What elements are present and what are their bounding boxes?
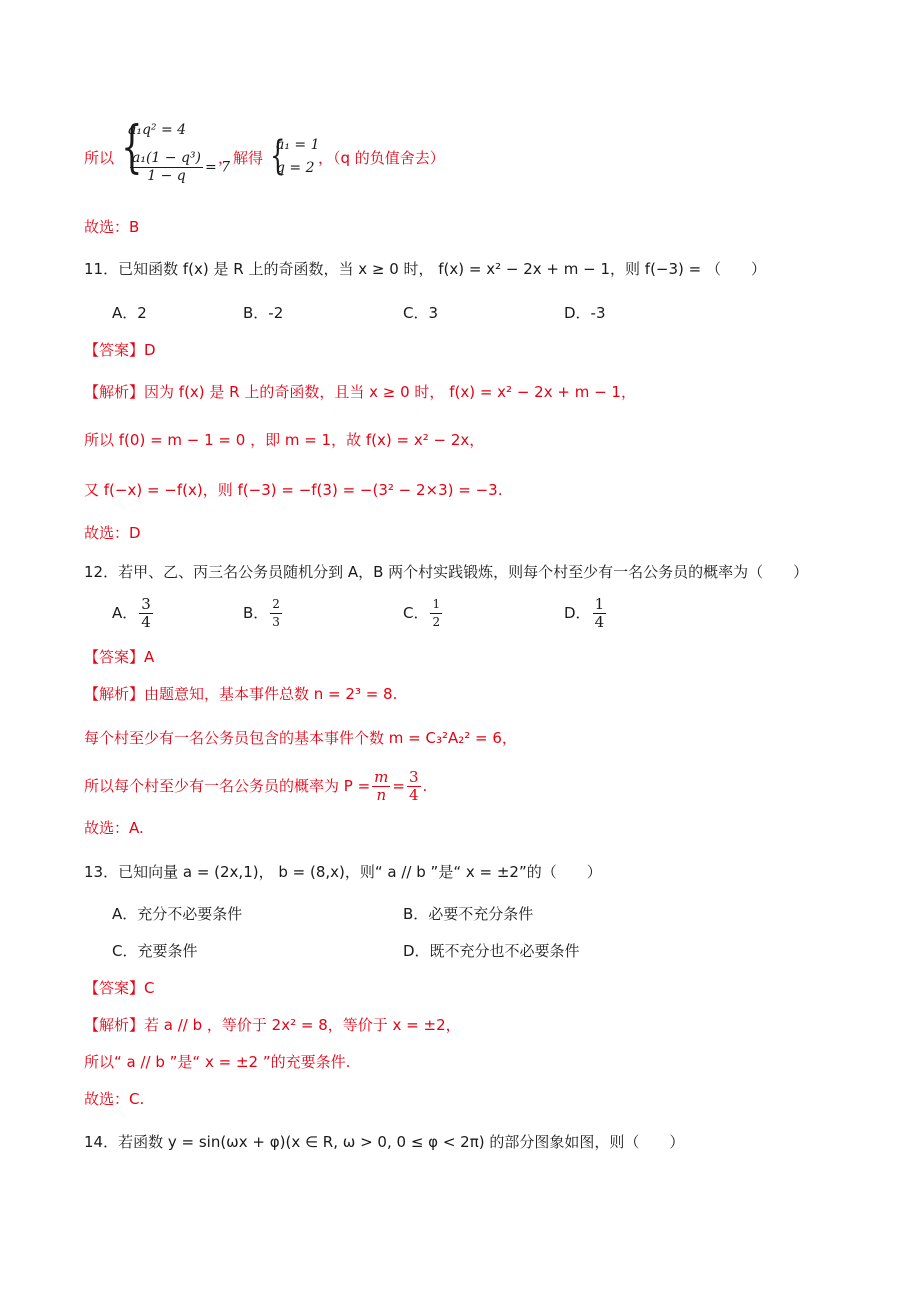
q12-option-c-denominator: 2 [432, 615, 441, 629]
q10-system2-line1: a₁ = 1 [276, 137, 320, 153]
q10-conclusion: 故选：B [84, 218, 140, 236]
q12-option-a-denominator: 4 [141, 613, 151, 631]
q12-answer-label: 【答案】 [84, 648, 145, 666]
q10-note: ，（q 的负值舍去） [318, 149, 445, 167]
q12-answer [84, 646, 154, 668]
q13-option-c: C．充要条件 [112, 942, 198, 960]
q11-question [84, 258, 766, 280]
q12-analysis-label: 【解析】 [84, 685, 145, 703]
q13-option-d: D．既不充分也不必要条件 [403, 942, 580, 960]
q11-analysis-2: 所以 f(0) = m − 1 = 0 ，即 m = 1，故 f(x) = x² − 2x， [84, 431, 485, 449]
q12-fraction-1-numerator: m [374, 768, 389, 786]
q13-option-a: A．充分不必要条件 [112, 905, 243, 923]
q13-answer-label: 【答案】 [84, 979, 145, 997]
q12-analysis-3 [84, 766, 427, 806]
q11-stem: 已知函数 f(x) 是 R 上的奇函数，当 x ≥ 0 时， f(x) = x² − 2x + m − 1，则 f(−3) = （ ） [118, 260, 766, 278]
q12-option-d-label: D． [564, 604, 591, 622]
q12-option-c-numerator: 1 [430, 596, 442, 614]
q13-option-b: B．必要不充分条件 [403, 905, 534, 923]
q13-answer-value: C [144, 979, 155, 997]
q13-question [84, 861, 602, 883]
q12-option-c-label: C． [403, 604, 429, 622]
q12-option-d-numerator: 1 [594, 595, 605, 613]
q12-conclusion: 故选：A. [84, 819, 144, 837]
q12-analysis-3-prefix: 所以每个村至少有一名公务员的概率为 P = [84, 777, 371, 795]
q13-stem: 已知向量 a = (2x,1)， b = (8,x)，则“ a // b ”是“ x = ±2”的（ ） [118, 863, 602, 881]
q12-fraction-2-denominator: 4 [408, 786, 419, 804]
q12-analysis-2: 每个村至少有一名公务员包含的基本事件个数 m = C₃²A₂² = 6， [84, 729, 517, 747]
q11-answer [84, 339, 156, 361]
q12-option-b [243, 596, 284, 631]
q11-option-c: C．3 [403, 304, 439, 322]
q10-system1-line2 [128, 150, 230, 185]
q12-number: 12． [84, 563, 119, 581]
q12-fraction-2-numerator: 3 [408, 768, 419, 786]
q12-option-d-denominator: 4 [594, 613, 605, 631]
q13-answer [84, 977, 155, 999]
q12-option-a-numerator: 3 [141, 595, 151, 613]
q12-option-b-denominator: 3 [272, 615, 280, 629]
q11-answer-label: 【答案】 [84, 341, 145, 359]
q11-option-b: B．-2 [243, 304, 284, 322]
q10-system1-rhs: = 7 [205, 159, 231, 176]
q10-solve-label: ，解得 [218, 149, 264, 167]
q14-stem: 若函数 y = sin(ωx + φ)(x ∈ R, ω > 0, 0 ≤ φ < 2π) 的部分图象如图，则（ ） [118, 1133, 685, 1151]
q11-answer-value: D [144, 341, 156, 359]
left-brace-icon: { [270, 133, 286, 179]
q12-option-b-numerator: 2 [270, 596, 282, 614]
q10-system2-line2: q = 2 [276, 160, 315, 176]
q14-number: 14． [84, 1133, 119, 1151]
q12-analysis-3-end: . [422, 777, 428, 795]
q11-number: 11． [84, 260, 119, 278]
q11-option-a: A．2 [112, 304, 147, 322]
q11-option-d: D．-3 [564, 304, 606, 322]
q13-analysis-label: 【解析】 [84, 1016, 145, 1034]
q13-number: 13． [84, 863, 119, 881]
q12-question [84, 561, 808, 583]
q11-analysis-1 [84, 381, 636, 403]
q13-analysis-2: 所以“ a // b ”是“ x = ±2 ”的充要条件. [84, 1053, 351, 1071]
q12-option-b-label: B． [243, 604, 269, 622]
left-brace-icon: { [121, 115, 143, 180]
q12-analysis-1 [84, 683, 397, 705]
q10-so-prefix: 所以 [84, 149, 115, 167]
q12-option-c [403, 596, 444, 631]
q11-analysis-3: 又 f(−x) = −f(x)，则 f(−3) = −f(3) = −(3² − 2×3) = −3. [84, 481, 503, 499]
q11-analysis-text-1: 因为 f(x) 是 R 上的奇函数，且当 x ≥ 0 时， f(x) = x² − 2x + m − 1， [144, 383, 636, 401]
q13-conclusion: 故选：C. [84, 1090, 145, 1108]
q10-system1-line1: a₁q² = 4 [128, 122, 187, 138]
q12-option-d [564, 596, 608, 631]
q12-equals: = [392, 777, 405, 795]
q12-fraction-1-denominator: n [376, 786, 387, 804]
q13-analysis-1 [84, 1014, 461, 1036]
q10-system1-denominator: 1 − q [147, 168, 186, 184]
q12-answer-value: A [144, 648, 155, 666]
q12-option-a [112, 596, 155, 631]
q12-stem: 若甲、乙、丙三名公务员随机分到 A，B 两个村实践锻炼，则每个村至少有一名公务员的概率为（ ） [118, 563, 809, 581]
q13-analysis-text-1: 若 a // b ，等价于 2x² = 8，等价于 x = ±2， [144, 1016, 461, 1034]
q12-analysis-text-1: 由题意知，基本事件总数 n = 2³ = 8. [144, 685, 398, 703]
q11-conclusion: 故选：D [84, 524, 141, 542]
q14-question [84, 1131, 684, 1153]
q12-option-a-label: A． [112, 604, 138, 622]
q11-analysis-label: 【解析】 [84, 383, 145, 401]
q10-system1-numerator: a₁(1 − q³) [132, 150, 201, 166]
